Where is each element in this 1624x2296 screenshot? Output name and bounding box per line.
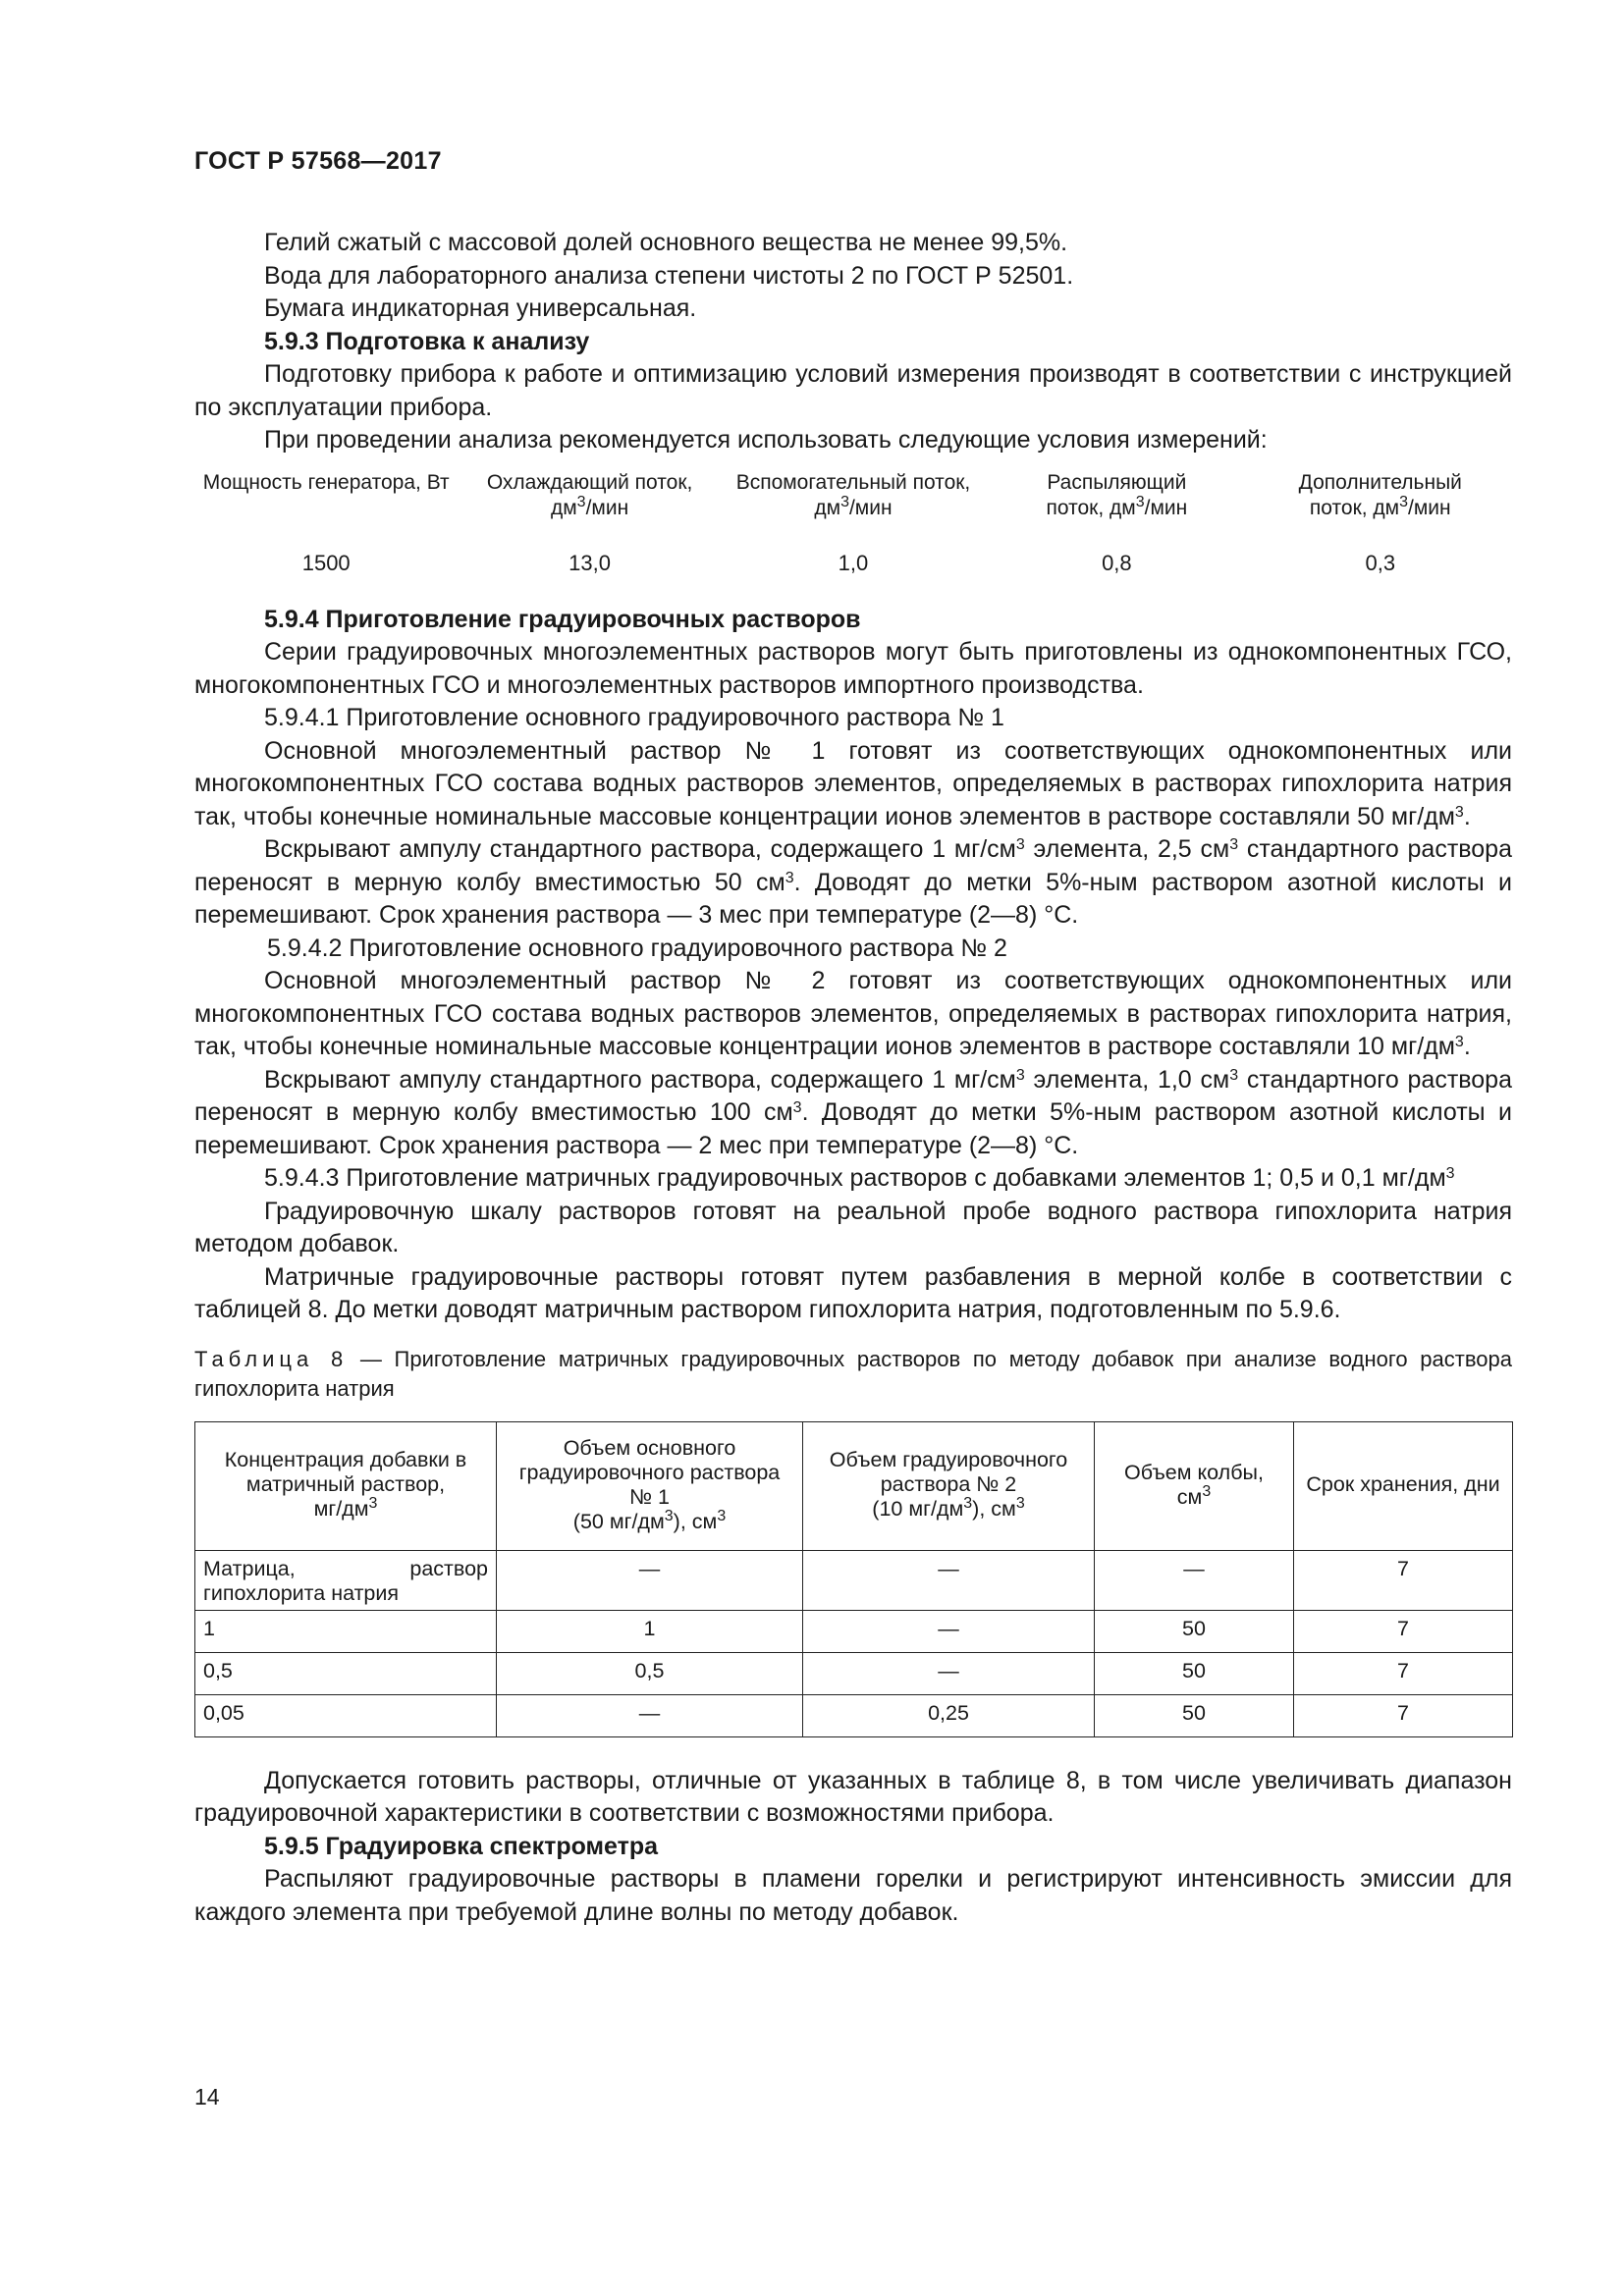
paragraph: 5.9.4.3 Приготовление матричных градуировочных растворов с добавками элементов 1; 0,5 и 0,1 $мг/дм^3$: [264, 1164, 1455, 1192]
conditions-header: Мощность генератора, Вт: [202, 470, 450, 494]
paragraph: Основной многоэлементный раствор № 1 готовят из соответствующих однокомпонентных или многокомпонентных ГСО состава водных растворов элементов, определяемых в растворах гипохлорита натрия так, чтобы конечные номинальные массовые концентрации ионов элементов в растворе составляли 50 $мг/дм^3$.: [194, 736, 1512, 830]
table-cell: 0,25: [803, 1694, 1095, 1736]
conditions-values-row: [194, 521, 1512, 576]
paragraph: Вскрывают ампулу стандартного раствора, содержащего 1 $мг/см^3$ элемента, 2,5 $см^3$ стандартного раствора переносят в мерную колбу вместимостью 50 $см^3$. Доводят до метки 5%-ным раствором азотной кислоты и перемешивают. Срок хранения раствора — 3 мес при температуре (2—8) °C.: [194, 835, 1512, 929]
table-cell: 1: [195, 1610, 497, 1652]
table-cell: 50: [1095, 1610, 1294, 1652]
table-cell: —: [497, 1694, 803, 1736]
paragraph: 5.9.4.2 Приготовление основного градуировочного раствора № 2: [267, 934, 1007, 962]
paragraph: Вода для лабораторного анализа степени чистоты 2 по ГОСТ Р 52501.: [264, 261, 1074, 290]
table-header-row: [195, 1421, 1513, 1550]
table-cell: 7: [1294, 1694, 1513, 1736]
table-row: [195, 1610, 1513, 1652]
table-cell: 7: [1294, 1610, 1513, 1652]
table-cell: —: [803, 1550, 1095, 1610]
table-cell: —: [497, 1550, 803, 1610]
section-heading: 5.9.5 Градуировка спектрометра: [264, 1832, 659, 1860]
table-row: [195, 1652, 1513, 1694]
table-header-cell: Объем градуировочного раствора № 2 (10 $мг/дм^3$), $см^3$: [803, 1421, 1095, 1550]
paragraph: Градуировочную шкалу растворов готовят на реальной пробе водного раствора гипохлорита натрия методом добавок.: [194, 1197, 1512, 1257]
conditions-value: 1,0: [838, 550, 869, 575]
paragraph: Серии градуировочных многоэлементных растворов могут быть приготовлены из однокомпонентных ГСО, многокомпонентных ГСО и многоэлементных растворов импортного производства.: [194, 638, 1512, 699]
paragraph: Матричные градуировочные растворы готовят путем разбавления в мерной колбе в соответствии с таблицей 8. До метки доводят матричным раствором гипохлорита натрия, подготовленным по 5.9.6.: [194, 1262, 1512, 1323]
table-row: [195, 1694, 1513, 1736]
table-cell: 7: [1294, 1652, 1513, 1694]
table-cell: 50: [1095, 1652, 1294, 1694]
table-cell: Матрица, раствор гипохлорита натрия: [195, 1550, 497, 1610]
table-caption-label: Таблица 8: [194, 1346, 349, 1371]
section-heading: 5.9.3 Подготовка к анализу: [264, 327, 590, 355]
table-cell: —: [1095, 1550, 1294, 1610]
table-8: [194, 1421, 1513, 1737]
conditions-header: Дополнительный поток, $дм^3$/мин: [1298, 470, 1462, 519]
paragraph: Бумага индикаторная универсальная.: [264, 294, 697, 322]
paragraph: Распыляют градуировочные растворы в пламени горелки и регистрируют интенсивность эмиссии для каждого элемента при требуемой длине волны по методу добавок.: [194, 1865, 1512, 1926]
conditions-header-row: [194, 470, 1512, 521]
table-cell: 0,5: [497, 1652, 803, 1694]
document-header: ГОСТ Р 57568—2017: [194, 147, 442, 175]
table-header-cell: Объем колбы, $см^3$: [1095, 1421, 1294, 1550]
table-cell: —: [803, 1652, 1095, 1694]
table-header-cell: Объем основного градуировочного раствора № 1 (50 $мг/дм^3$), $см^3$: [497, 1421, 803, 1550]
paragraph: Гелий сжатый с массовой долей основного вещества не менее 99,5%.: [264, 229, 1068, 256]
measurement-conditions-table: [194, 470, 1512, 576]
conditions-value: 0,3: [1365, 550, 1396, 575]
table-header-cell: Концентрация добавки в матричный раствор, $мг/дм^3$: [195, 1421, 497, 1550]
table-caption-text: — Приготовление матричных градуировочных растворов по методу добавок при анализе водного раствора гипохлорита натрия: [194, 1346, 1512, 1401]
table-cell: —: [803, 1610, 1095, 1652]
table-row: [195, 1550, 1513, 1610]
paragraph: 5.9.4.1 Приготовление основного градуировочного раствора № 1: [264, 704, 1004, 731]
document-body: [194, 227, 1512, 1929]
paragraph: Вскрывают ампулу стандартного раствора, содержащего 1 $мг/см^3$ элемента, 1,0 $см^3$ стандартного раствора переносят в мерную колбу вместимостью 100 $см^3$. Доводят до метки 5%-ным раствором азотной кислоты и перемешивают. Срок хранения раствора — 2 мес при температуре (2—8) °C.: [194, 1065, 1512, 1159]
conditions-value: 13,0: [568, 550, 611, 575]
conditions-value: 1500: [301, 550, 351, 575]
table-caption: [194, 1345, 1512, 1404]
section-heading: 5.9.4 Приготовление градуировочных растворов: [264, 605, 861, 633]
conditions-header: Охлаждающий поток, $дм^3$/мин: [486, 470, 693, 519]
document-page: [194, 147, 1512, 1929]
conditions-header: Вспомогательный поток, $дм^3$/мин: [735, 470, 971, 519]
table-cell: 1: [497, 1610, 803, 1652]
paragraph: Подготовку прибора к работе и оптимизацию условий измерения производят в соответствии с инструкцией по эксплуатации прибора.: [194, 360, 1512, 421]
paragraph: Допускается готовить растворы, отличные от указанных в таблице 8, в том числе увеличивать диапазон градуировочной характеристики в соответствии с возможностями прибора.: [194, 1766, 1512, 1827]
table-cell: 7: [1294, 1550, 1513, 1610]
conditions-header: Распыляющий поток, $дм^3$/мин: [1046, 470, 1188, 519]
conditions-value: 0,8: [1102, 550, 1132, 575]
paragraph: При проведении анализа рекомендуется использовать следующие условия измерений:: [264, 426, 1268, 454]
table-header-cell: Срок хранения, дни: [1294, 1421, 1513, 1550]
page-number: 14: [194, 2084, 220, 2109]
table-cell: 50: [1095, 1694, 1294, 1736]
table-cell: 0,05: [195, 1694, 497, 1736]
table-cell: 0,5: [195, 1652, 497, 1694]
paragraph: Основной многоэлементный раствор № 2 готовят из соответствующих однокомпонентных или многокомпонентных ГСО состава водных растворов элементов, определяемых в растворах гипохлорита натрия, так, чтобы конечные номинальные массовые концентрации ионов элементов в растворе составляли 10 $мг/дм^3$.: [194, 967, 1512, 1060]
